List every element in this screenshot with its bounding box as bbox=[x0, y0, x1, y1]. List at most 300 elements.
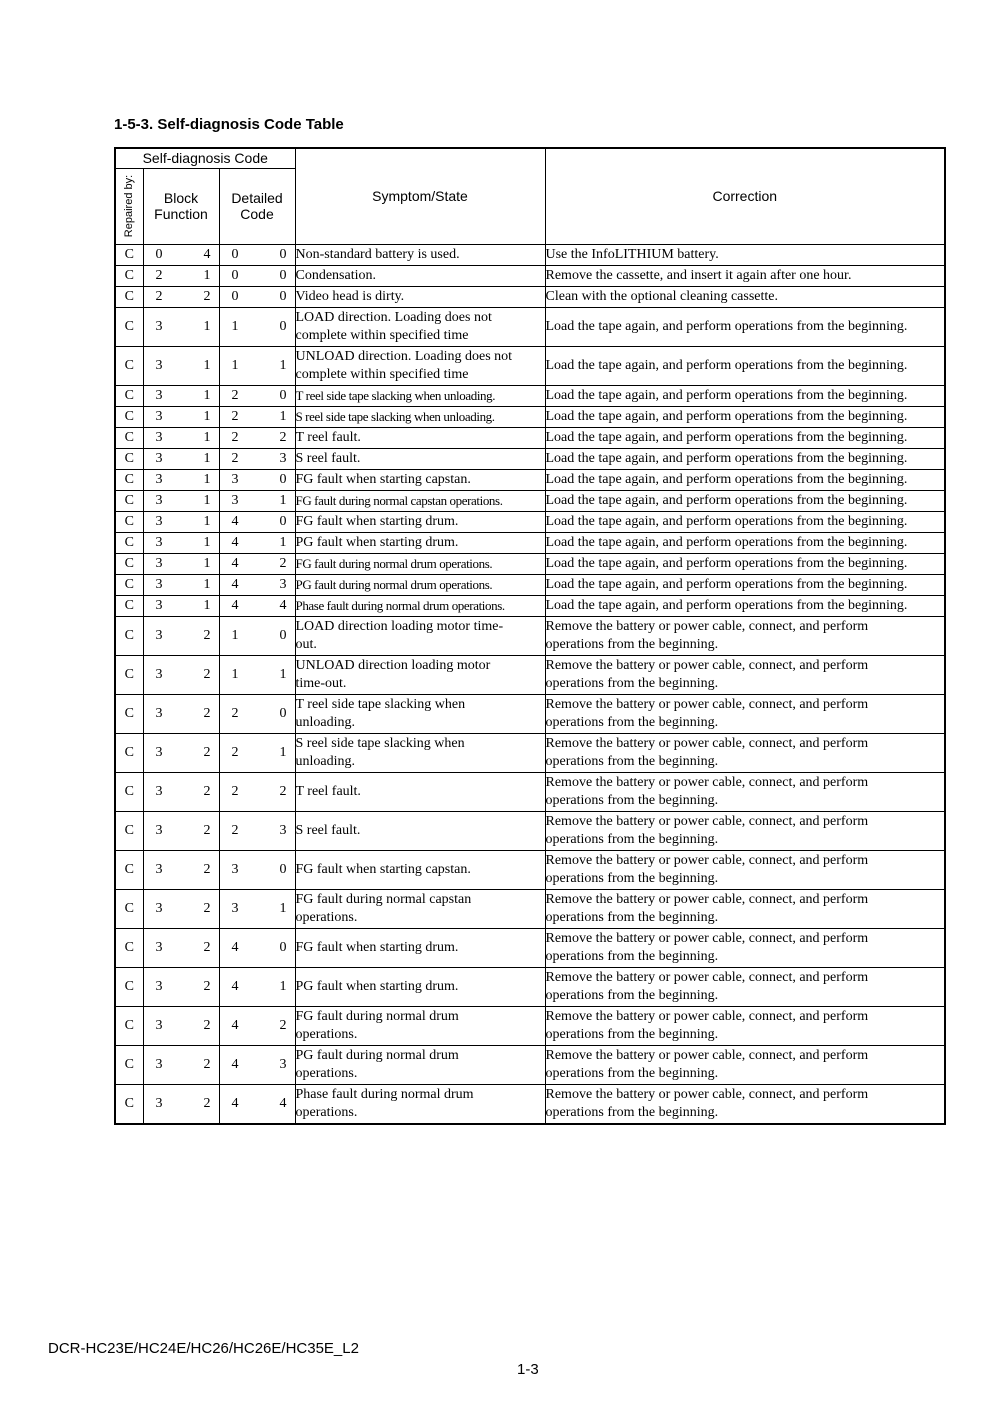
symptom-line: FG fault during normal drum bbox=[295, 1008, 459, 1024]
block-digit-2: 1 bbox=[203, 492, 211, 508]
block-digit-2: 1 bbox=[203, 267, 211, 283]
block-digit-2: 2 bbox=[203, 1017, 211, 1033]
correction-cell bbox=[545, 733, 945, 772]
symptom-line: FG fault when starting capstan. bbox=[295, 861, 471, 877]
block-digit-2: 1 bbox=[203, 534, 211, 550]
block-digit-1: 3 bbox=[155, 978, 163, 994]
block-digit-1: 3 bbox=[155, 492, 163, 508]
table-row bbox=[115, 490, 945, 511]
correction-line: Load the tape again, and perform operations from the beginning. bbox=[545, 576, 908, 592]
correction-line: Load the tape again, and perform operations from the beginning. bbox=[545, 597, 908, 613]
correction-line: operations from the beginning. bbox=[545, 948, 719, 964]
table-row bbox=[115, 385, 945, 406]
block-function-cell bbox=[143, 553, 219, 574]
correction-cell bbox=[545, 244, 945, 265]
repaired-by-cell: C bbox=[115, 733, 143, 772]
correction-line: Remove the battery or power cable, connect, and perform bbox=[545, 696, 869, 712]
correction-line: operations from the beginning. bbox=[545, 675, 719, 691]
detailed-code-cell bbox=[219, 427, 295, 448]
symptom-cell bbox=[295, 448, 545, 469]
detail-digit-1: 4 bbox=[231, 555, 239, 571]
block-digit-2: 2 bbox=[203, 900, 211, 916]
correction-cell bbox=[545, 346, 945, 385]
detail-digit-1: 4 bbox=[231, 1017, 239, 1033]
symptom-line: T reel side tape slacking when bbox=[295, 696, 466, 712]
symptom-line: UNLOAD direction loading motor bbox=[295, 657, 491, 673]
repaired-by-cell: C bbox=[115, 928, 143, 967]
block-function-digits bbox=[144, 555, 219, 573]
detail-digit-1: 4 bbox=[231, 939, 239, 955]
block-function-cell bbox=[143, 469, 219, 490]
block-digit-2: 2 bbox=[203, 1095, 211, 1111]
block-digit-1: 3 bbox=[155, 861, 163, 877]
correction-cell bbox=[545, 928, 945, 967]
symptom-line: S reel side tape slacking when bbox=[295, 735, 465, 751]
correction-line: operations from the beginning. bbox=[545, 1065, 719, 1081]
self-diagnosis-table bbox=[114, 147, 946, 1125]
block-function-cell bbox=[143, 616, 219, 655]
symptom-line: S reel fault. bbox=[295, 822, 361, 838]
repaired-by-cell: C bbox=[115, 967, 143, 1006]
symptom-line: Non-standard battery is used. bbox=[295, 246, 460, 262]
block-digit-1: 3 bbox=[155, 822, 163, 838]
repaired-by-cell: C bbox=[115, 265, 143, 286]
symptom-line: PG fault when starting drum. bbox=[295, 978, 459, 994]
symptom-cell bbox=[295, 967, 545, 1006]
symptom-line: unloading. bbox=[295, 753, 355, 769]
detail-digit-1: 4 bbox=[231, 978, 239, 994]
block-digit-1: 3 bbox=[155, 1056, 163, 1072]
block-digit-1: 3 bbox=[155, 783, 163, 799]
detailed-code-digits bbox=[220, 978, 295, 996]
detailed-code-cell bbox=[219, 469, 295, 490]
block-digit-2: 1 bbox=[203, 357, 211, 373]
symptom-cell bbox=[295, 307, 545, 346]
detailed-code-digits bbox=[220, 246, 295, 264]
correction-cell bbox=[545, 448, 945, 469]
block-function-digits bbox=[144, 1095, 219, 1113]
symptom-line: Phase fault during normal drum bbox=[295, 1086, 474, 1102]
symptom-line: S reel side tape slacking when unloading. bbox=[295, 408, 495, 424]
detailed-code-digits bbox=[220, 597, 295, 615]
detailed-code-digits bbox=[220, 627, 295, 645]
block-function-digits bbox=[144, 387, 219, 405]
block-function-digits bbox=[144, 939, 219, 957]
symptom-line: PG fault when starting drum. bbox=[295, 534, 459, 550]
table-row bbox=[115, 511, 945, 532]
repaired-by-cell: C bbox=[115, 511, 143, 532]
block-digit-2: 2 bbox=[203, 783, 211, 799]
correction-cell bbox=[545, 265, 945, 286]
table-row bbox=[115, 616, 945, 655]
table-row bbox=[115, 406, 945, 427]
detailed-code-cell bbox=[219, 928, 295, 967]
correction-cell bbox=[545, 616, 945, 655]
symptom-cell bbox=[295, 733, 545, 772]
detail-digit-2: 2 bbox=[279, 1017, 287, 1033]
block-function-digits bbox=[144, 705, 219, 723]
detail-digit-1: 3 bbox=[231, 900, 239, 916]
block-function-digits bbox=[144, 450, 219, 468]
detail-digit-1: 4 bbox=[231, 534, 239, 550]
correction-cell bbox=[545, 772, 945, 811]
detail-digit-2: 0 bbox=[279, 513, 287, 529]
detailed-code-digits bbox=[220, 267, 295, 285]
detailed-code-cell bbox=[219, 490, 295, 511]
detailed-code-cell bbox=[219, 406, 295, 427]
symptom-cell bbox=[295, 595, 545, 616]
detail-digit-1: 4 bbox=[231, 576, 239, 592]
symptom-line: unloading. bbox=[295, 714, 355, 730]
block-digit-1: 3 bbox=[155, 1017, 163, 1033]
correction-cell bbox=[545, 553, 945, 574]
detail-digit-2: 1 bbox=[279, 978, 287, 994]
repaired-by-cell: C bbox=[115, 346, 143, 385]
detailed-code-cell bbox=[219, 553, 295, 574]
block-digit-1: 2 bbox=[155, 267, 163, 283]
symptom-cell bbox=[295, 532, 545, 553]
detailed-code-cell bbox=[219, 574, 295, 595]
repaired-by-cell: C bbox=[115, 694, 143, 733]
symptom-line: FG fault during normal drum operations. bbox=[295, 555, 493, 571]
repaired-by-label: Repaired by: bbox=[123, 174, 136, 238]
detail-digit-2: 0 bbox=[279, 387, 287, 403]
block-function-line1: Block bbox=[163, 190, 199, 206]
detail-digit-2: 3 bbox=[279, 450, 287, 466]
correction-line: Remove the cassette, and insert it again after one hour. bbox=[545, 267, 852, 283]
symptom-cell bbox=[295, 406, 545, 427]
symptom-cell bbox=[295, 850, 545, 889]
detailed-code-cell bbox=[219, 733, 295, 772]
detail-digit-1: 0 bbox=[231, 246, 239, 262]
model-number: DCR-HC23E/HC24E/HC26/HC26E/HC35E_L2 bbox=[48, 1340, 359, 1357]
correction-line: Remove the battery or power cable, connect, and perform bbox=[545, 1047, 869, 1063]
correction-line: Use the InfoLITHIUM battery. bbox=[545, 246, 719, 262]
block-function-cell bbox=[143, 772, 219, 811]
block-digit-2: 2 bbox=[203, 978, 211, 994]
table-row bbox=[115, 733, 945, 772]
correction-cell bbox=[545, 406, 945, 427]
detail-digit-2: 1 bbox=[279, 408, 287, 424]
detail-digit-2: 3 bbox=[279, 1056, 287, 1072]
block-function-digits bbox=[144, 627, 219, 645]
detail-digit-1: 2 bbox=[231, 450, 239, 466]
detail-digit-1: 4 bbox=[231, 1056, 239, 1072]
correction-line: Load the tape again, and perform operations from the beginning. bbox=[545, 450, 908, 466]
block-function-digits bbox=[144, 861, 219, 879]
repaired-by-cell: C bbox=[115, 307, 143, 346]
page-number: 1-3 bbox=[517, 1361, 539, 1378]
detail-digit-2: 3 bbox=[279, 576, 287, 592]
block-digit-2: 2 bbox=[203, 861, 211, 877]
detailed-code-cell bbox=[219, 694, 295, 733]
detail-digit-2: 0 bbox=[279, 318, 287, 334]
block-function-digits bbox=[144, 744, 219, 762]
detailed-code-cell bbox=[219, 655, 295, 694]
block-function-digits bbox=[144, 357, 219, 375]
block-function-digits bbox=[144, 471, 219, 489]
table-row bbox=[115, 427, 945, 448]
block-digit-1: 3 bbox=[155, 576, 163, 592]
detail-digit-1: 3 bbox=[231, 861, 239, 877]
symptom-line: operations. bbox=[295, 909, 358, 925]
correction-line: Load the tape again, and perform operations from the beginning. bbox=[545, 408, 908, 424]
block-function-digits bbox=[144, 900, 219, 918]
correction-cell bbox=[545, 889, 945, 928]
block-digit-2: 2 bbox=[203, 627, 211, 643]
correction-line: Remove the battery or power cable, connect, and perform bbox=[545, 1086, 869, 1102]
symptom-line: LOAD direction loading motor time- bbox=[295, 618, 504, 634]
block-digit-2: 1 bbox=[203, 450, 211, 466]
detailed-code-digits bbox=[220, 705, 295, 723]
table-row bbox=[115, 595, 945, 616]
block-function-digits bbox=[144, 318, 219, 336]
header-self-diagnosis-code: Self-diagnosis Code bbox=[115, 148, 295, 168]
symptom-line: Video head is dirty. bbox=[295, 288, 405, 304]
block-function-line2: Function bbox=[154, 206, 208, 222]
block-function-cell bbox=[143, 850, 219, 889]
detailed-code-line1: Detailed bbox=[231, 190, 283, 206]
block-function-digits bbox=[144, 534, 219, 552]
correction-line: operations from the beginning. bbox=[545, 987, 719, 1003]
symptom-cell bbox=[295, 655, 545, 694]
detailed-code-cell bbox=[219, 532, 295, 553]
detail-digit-2: 0 bbox=[279, 939, 287, 955]
symptom-line: S reel fault. bbox=[295, 450, 361, 466]
correction-cell bbox=[545, 385, 945, 406]
block-digit-1: 3 bbox=[155, 900, 163, 916]
detailed-code-cell bbox=[219, 448, 295, 469]
block-digit-1: 3 bbox=[155, 666, 163, 682]
detailed-code-digits bbox=[220, 408, 295, 426]
correction-line: Clean with the optional cleaning cassette. bbox=[545, 288, 778, 304]
detail-digit-2: 0 bbox=[279, 471, 287, 487]
detailed-code-digits bbox=[220, 555, 295, 573]
block-digit-1: 3 bbox=[155, 387, 163, 403]
correction-cell bbox=[545, 811, 945, 850]
detail-digit-1: 2 bbox=[231, 822, 239, 838]
correction-cell bbox=[545, 1045, 945, 1084]
detailed-code-digits bbox=[220, 744, 295, 762]
symptom-cell bbox=[295, 286, 545, 307]
detailed-code-digits bbox=[220, 900, 295, 918]
symptom-line: out. bbox=[295, 636, 317, 652]
correction-line: operations from the beginning. bbox=[545, 1026, 719, 1042]
detail-digit-2: 1 bbox=[279, 744, 287, 760]
detail-digit-2: 2 bbox=[279, 555, 287, 571]
block-function-digits bbox=[144, 288, 219, 306]
detailed-code-digits bbox=[220, 513, 295, 531]
block-digit-2: 1 bbox=[203, 555, 211, 571]
detailed-code-cell bbox=[219, 346, 295, 385]
detailed-code-digits bbox=[220, 534, 295, 552]
block-function-cell bbox=[143, 811, 219, 850]
detail-digit-1: 2 bbox=[231, 783, 239, 799]
block-digit-2: 2 bbox=[203, 939, 211, 955]
detail-digit-1: 0 bbox=[231, 288, 239, 304]
repaired-by-cell: C bbox=[115, 1084, 143, 1124]
block-function-cell bbox=[143, 427, 219, 448]
block-function-cell bbox=[143, 694, 219, 733]
detail-digit-1: 3 bbox=[231, 492, 239, 508]
block-function-digits bbox=[144, 783, 219, 801]
symptom-cell bbox=[295, 694, 545, 733]
correction-line: operations from the beginning. bbox=[545, 909, 719, 925]
detailed-code-cell bbox=[219, 850, 295, 889]
symptom-line: FG fault during normal capstan operations. bbox=[295, 492, 503, 508]
detailed-code-digits bbox=[220, 387, 295, 405]
correction-line: operations from the beginning. bbox=[545, 831, 719, 847]
repaired-by-cell: C bbox=[115, 1045, 143, 1084]
block-function-digits bbox=[144, 408, 219, 426]
detailed-code-cell bbox=[219, 286, 295, 307]
repaired-by-cell: C bbox=[115, 469, 143, 490]
block-digit-1: 3 bbox=[155, 627, 163, 643]
repaired-by-cell: C bbox=[115, 244, 143, 265]
symptom-line: T reel side tape slacking when unloading. bbox=[295, 387, 496, 403]
detail-digit-2: 2 bbox=[279, 429, 287, 445]
correction-line: Remove the battery or power cable, connect, and perform bbox=[545, 891, 869, 907]
symptom-cell bbox=[295, 553, 545, 574]
detail-digit-2: 1 bbox=[279, 900, 287, 916]
block-digit-2: 1 bbox=[203, 408, 211, 424]
symptom-cell bbox=[295, 1045, 545, 1084]
block-digit-1: 3 bbox=[155, 744, 163, 760]
detail-digit-1: 2 bbox=[231, 744, 239, 760]
symptom-cell bbox=[295, 772, 545, 811]
correction-line: Load the tape again, and perform operations from the beginning. bbox=[545, 534, 908, 550]
block-function-cell bbox=[143, 244, 219, 265]
detail-digit-2: 3 bbox=[279, 822, 287, 838]
block-function-cell bbox=[143, 265, 219, 286]
table-row bbox=[115, 574, 945, 595]
detailed-code-cell bbox=[219, 1045, 295, 1084]
block-function-cell bbox=[143, 307, 219, 346]
correction-cell bbox=[545, 694, 945, 733]
correction-cell bbox=[545, 490, 945, 511]
detailed-code-cell bbox=[219, 967, 295, 1006]
block-function-cell bbox=[143, 532, 219, 553]
block-digit-2: 2 bbox=[203, 1056, 211, 1072]
table-row bbox=[115, 1045, 945, 1084]
correction-line: operations from the beginning. bbox=[545, 636, 719, 652]
symptom-cell bbox=[295, 1084, 545, 1124]
block-function-cell bbox=[143, 655, 219, 694]
table-row bbox=[115, 553, 945, 574]
repaired-by-cell: C bbox=[115, 385, 143, 406]
block-digit-1: 3 bbox=[155, 1095, 163, 1111]
block-function-cell bbox=[143, 595, 219, 616]
repaired-by-cell: C bbox=[115, 553, 143, 574]
block-digit-2: 1 bbox=[203, 597, 211, 613]
correction-cell bbox=[545, 307, 945, 346]
detailed-code-cell bbox=[219, 889, 295, 928]
block-digit-2: 1 bbox=[203, 318, 211, 334]
block-function-cell bbox=[143, 1006, 219, 1045]
table-row bbox=[115, 286, 945, 307]
block-digit-1: 3 bbox=[155, 534, 163, 550]
symptom-line: operations. bbox=[295, 1026, 358, 1042]
detail-digit-2: 0 bbox=[279, 861, 287, 877]
repaired-by-cell: C bbox=[115, 811, 143, 850]
symptom-cell bbox=[295, 811, 545, 850]
correction-line: Load the tape again, and perform operations from the beginning. bbox=[545, 492, 908, 508]
detailed-code-digits bbox=[220, 861, 295, 879]
header-symptom: Symptom/State bbox=[295, 148, 545, 244]
table-row bbox=[115, 1006, 945, 1045]
repaired-by-cell: C bbox=[115, 595, 143, 616]
correction-line: Load the tape again, and perform operations from the beginning. bbox=[545, 429, 908, 445]
detail-digit-1: 3 bbox=[231, 471, 239, 487]
table-row bbox=[115, 469, 945, 490]
symptom-line: time-out. bbox=[295, 675, 347, 691]
detailed-code-digits bbox=[220, 492, 295, 510]
block-digit-2: 1 bbox=[203, 387, 211, 403]
block-digit-2: 2 bbox=[203, 705, 211, 721]
detailed-code-digits bbox=[220, 822, 295, 840]
block-function-digits bbox=[144, 666, 219, 684]
block-digit-1: 3 bbox=[155, 471, 163, 487]
block-digit-2: 4 bbox=[203, 246, 211, 262]
correction-line: operations from the beginning. bbox=[545, 714, 719, 730]
correction-line: Remove the battery or power cable, connect, and perform bbox=[545, 1008, 869, 1024]
block-function-cell bbox=[143, 448, 219, 469]
block-function-cell bbox=[143, 406, 219, 427]
symptom-cell bbox=[295, 265, 545, 286]
correction-cell bbox=[545, 286, 945, 307]
correction-cell bbox=[545, 469, 945, 490]
detailed-code-cell bbox=[219, 1006, 295, 1045]
detail-digit-1: 2 bbox=[231, 408, 239, 424]
correction-line: Load the tape again, and perform operations from the beginning. bbox=[545, 318, 908, 334]
block-digit-2: 2 bbox=[203, 666, 211, 682]
symptom-cell bbox=[295, 469, 545, 490]
symptom-line: LOAD direction. Loading does not bbox=[295, 309, 492, 325]
detail-digit-1: 4 bbox=[231, 597, 239, 613]
detailed-code-line2: Code bbox=[240, 206, 274, 222]
detailed-code-digits bbox=[220, 939, 295, 957]
symptom-line: PG fault during normal drum bbox=[295, 1047, 459, 1063]
block-function-digits bbox=[144, 513, 219, 531]
symptom-line: complete within specified time bbox=[295, 366, 469, 382]
block-function-cell bbox=[143, 967, 219, 1006]
detail-digit-2: 1 bbox=[279, 666, 287, 682]
detail-digit-1: 2 bbox=[231, 705, 239, 721]
detailed-code-digits bbox=[220, 783, 295, 801]
repaired-by-cell: C bbox=[115, 616, 143, 655]
table-row bbox=[115, 967, 945, 1006]
block-function-cell bbox=[143, 490, 219, 511]
detail-digit-2: 0 bbox=[279, 705, 287, 721]
header-correction: Correction bbox=[545, 148, 945, 244]
block-function-cell bbox=[143, 889, 219, 928]
repaired-by-cell: C bbox=[115, 850, 143, 889]
table-row bbox=[115, 772, 945, 811]
table-row bbox=[115, 655, 945, 694]
symptom-line: Phase fault during normal drum operations. bbox=[295, 597, 505, 613]
detail-digit-1: 1 bbox=[231, 318, 239, 334]
block-digit-2: 1 bbox=[203, 471, 211, 487]
block-digit-1: 3 bbox=[155, 429, 163, 445]
symptom-line: FG fault when starting capstan. bbox=[295, 471, 471, 487]
block-function-cell bbox=[143, 928, 219, 967]
symptom-cell bbox=[295, 385, 545, 406]
block-digit-2: 2 bbox=[203, 744, 211, 760]
correction-cell bbox=[545, 574, 945, 595]
correction-line: Load the tape again, and perform operations from the beginning. bbox=[545, 471, 908, 487]
detailed-code-cell bbox=[219, 385, 295, 406]
block-digit-1: 3 bbox=[155, 597, 163, 613]
